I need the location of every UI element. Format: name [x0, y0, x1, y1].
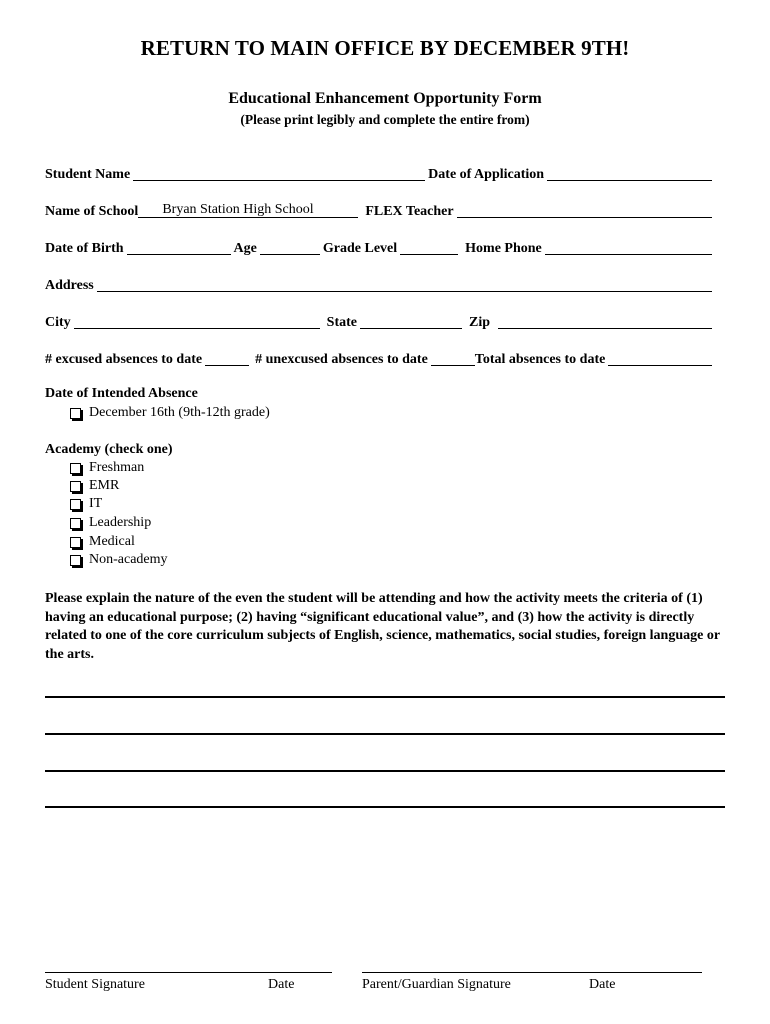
academy-option-label: EMR: [89, 478, 120, 493]
age-label: Age: [233, 241, 257, 256]
row-school: [45, 200, 715, 220]
flex-teacher-label: FLEX Teacher: [365, 204, 454, 219]
academy-option-non-academy[interactable]: [70, 552, 168, 568]
row-dob: [45, 237, 715, 257]
academy-option-it[interactable]: [70, 496, 102, 512]
row-absences: [45, 348, 715, 368]
form-instructions: (Please print legibly and complete the entire from): [240, 112, 530, 127]
student-signature-label: Student Signature: [45, 977, 145, 992]
intended-absence-option-label: December 16th (9th-12th grade): [89, 405, 270, 420]
zip-field[interactable]: [498, 314, 712, 329]
home-phone-field[interactable]: [545, 240, 712, 255]
city-label: City: [45, 315, 71, 330]
academy-option-label: Freshman: [89, 460, 145, 475]
grade-level-field[interactable]: [400, 240, 458, 255]
explanation-line-1[interactable]: [45, 696, 725, 698]
checkbox-icon[interactable]: [70, 537, 81, 548]
row-student-name: [45, 163, 715, 183]
zip-label: Zip: [469, 315, 491, 330]
student-name-label: Student Name: [45, 167, 131, 182]
city-field[interactable]: [74, 314, 320, 329]
name-of-school-label: Name of School: [45, 204, 139, 219]
academy-option-medical[interactable]: [70, 534, 135, 550]
flex-teacher-field[interactable]: [457, 203, 712, 218]
academy-option-label: Leadership: [89, 515, 152, 530]
checkbox-icon[interactable]: [70, 481, 81, 492]
total-absences-label: Total absences to date: [474, 352, 606, 367]
state-label: State: [326, 315, 357, 330]
grade-level-label: Grade Level: [322, 241, 398, 256]
address-field[interactable]: [97, 277, 712, 292]
academy-option-leadership[interactable]: [70, 515, 151, 531]
checkbox-icon[interactable]: [70, 555, 81, 566]
explanation-prompt: Please explain the nature of the even the student will be attending and how the activity meets the criteria of (1) having an educational purpose; (2) having “significant educational value”, and (3) how the activity is directly related to one of the core curriculum subjects of English, science, mathematics, social studies, foreign language or the arts.: [45, 591, 720, 662]
date-of-birth-field[interactable]: [127, 240, 231, 255]
academy-option-emr[interactable]: [70, 478, 119, 494]
parent-signature-line[interactable]: [362, 972, 702, 973]
excused-absences-field[interactable]: [205, 351, 249, 366]
excused-absences-label: # excused absences to date: [45, 352, 203, 367]
student-date-label: Date: [268, 977, 295, 992]
checkbox-icon[interactable]: [70, 518, 81, 529]
form-title: Educational Enhancement Opportunity Form: [228, 90, 542, 107]
page-title: RETURN TO MAIN OFFICE BY DECEMBER 9TH!: [140, 36, 630, 60]
academy-option-freshman[interactable]: [70, 460, 144, 476]
parent-signature-label: Parent/Guardian Signature: [362, 977, 511, 992]
academy-option-label: IT: [89, 496, 103, 511]
date-of-application-label: Date of Application: [428, 167, 545, 182]
academy-option-label: Medical: [89, 534, 135, 549]
explanation-line-4[interactable]: [45, 806, 725, 808]
total-absences-field[interactable]: [608, 351, 712, 366]
name-of-school-value: Bryan Station High School: [162, 202, 314, 217]
student-name-field[interactable]: [133, 166, 425, 181]
academy-option-label: Non-academy: [89, 552, 168, 567]
age-field[interactable]: [260, 240, 320, 255]
intended-absence-label: Date of Intended Absence: [45, 386, 198, 401]
date-of-application-field[interactable]: [547, 166, 712, 181]
parent-date-label: Date: [589, 977, 616, 992]
academy-label: Academy (check one): [45, 442, 173, 457]
checkbox-icon[interactable]: [70, 499, 81, 510]
unexcused-absences-label: # unexcused absences to date: [255, 352, 428, 367]
explanation-line-3[interactable]: [45, 770, 725, 772]
name-of-school-field[interactable]: [138, 203, 358, 218]
row-city: [45, 311, 715, 331]
checkbox-icon[interactable]: [70, 463, 81, 474]
checkbox-icon[interactable]: [70, 408, 81, 419]
intended-absence-option[interactable]: [70, 405, 270, 421]
address-label: Address: [45, 278, 94, 293]
home-phone-label: Home Phone: [465, 241, 542, 256]
row-address: [45, 274, 715, 294]
explanation-line-2[interactable]: [45, 733, 725, 735]
date-of-birth-label: Date of Birth: [45, 241, 124, 256]
state-field[interactable]: [360, 314, 462, 329]
student-signature-line[interactable]: [45, 972, 332, 973]
unexcused-absences-field[interactable]: [431, 351, 475, 366]
